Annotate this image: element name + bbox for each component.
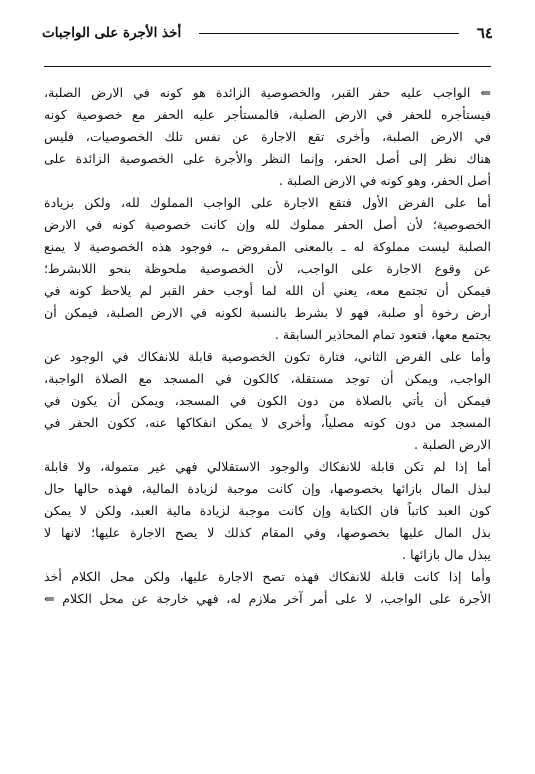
text-line: الأجرة على الواجب، لا على أمر آخر ملازم له، فهي خارجة عن محل الكلام ⇐ [44,591,491,606]
text-line: يجتمع معها، فتعود تمام المحاذير السابقة . [274,327,491,342]
body-text [44,82,491,748]
text-line: بذل المال عليها بخصوصها، وفي المقام كذلك لا يصح الاجارة عليها؛ لانها لا [44,525,491,540]
text-line: وأما على الفرض الثاني، فتارة تكون الخصوصية قابلة للانفكاك في الوجود عن [44,349,491,364]
text-line: كون العبد كاتباً فان الكتابة وإن كانت موجبة لزيادة مالية العبد، ولكن لا يمكن [44,503,491,518]
text-line: ⇐ الواجب عليه حفر القبر، والخصوصية الزائدة هو كونه في الارض الصلبة، [44,85,491,100]
page-number: ٦٤ [476,24,493,42]
text-line: فيمكن أن تجتمع معه، يعني أن الله لما أوجب حفر القبر لم يلاحظ كونه في [44,283,491,298]
text-line: الارض الصلبة . [414,437,491,452]
text-line: لبذل المال بازائها بخصوصها، وإن كانت موجبة لزيادة المالية، فهذه حالها حال [44,481,491,496]
text-line: أما إذا لم تكن قابلة للانفكاك والوجود الاستقلالي فهي غير متمولة، ولا قابلة [44,459,491,474]
text-line: وأما إذا كانت قابلة للانفكاك فهذه تصح الاجارة عليها، ولكن محل الكلام أخذ [44,569,491,584]
text-line: الواجب، ويمكن أن توجد مستقلة، كالكون في المسجد مع الصلاة الواجبة، [44,371,491,386]
header-divider [44,66,491,67]
page-header [42,22,493,44]
text-line: أصل الحفر، وهو كونه في الارض الصلبة . [278,173,491,188]
text-line: أما على الفرض الأول فتقع الاجارة على الواجب المملوك لله، ولكن بزيادة [44,195,491,210]
text-line: هناك نظر إلى أصل الحفر، وإنما النظر والأجرة على الخصوصية الزائدة على [44,151,491,166]
text-line: فيستأجره للحفر في الارض الصلبة، فالمستأجر عليه الحفر مع خصوصية كونه [44,107,491,122]
text-line: المسجد من دون كونه مصلياً، وأخرى لا يمكن انفكاكها عنه، ككون الحفر في [44,415,491,430]
text-line: الصلبة ليست مملوكة له ـ بالمعنى المفروض ـ، فوجود هذه الخصوصية لا يمنع [44,239,491,254]
running-title: أخذ الأجرة على الواجبات [42,25,182,41]
text-line: أرض رخوة أو صلبة، فهو لا بشرط بالنسبة لكونه في الارض الصلبة، فيمكن أن [44,305,491,320]
text-line: يبذل مال بازائها . [402,547,491,562]
header-rule [199,33,459,34]
text-line: عن وقوع الاجارة على الواجب، لأن الخصوصية ملحوظة بنحو اللابشرط؛ [44,261,491,276]
text-line: الخصوصية؛ لأن أصل الحفر مملوك لله وإن كانت خصوصية كونه في الارض [44,217,491,232]
text-line: فيمكن أن يأتي بالصلاة من دون الكون في المسجد، ويمكن أن يكون في [44,393,491,408]
text-line: في الارض الصلبة، وأخرى تقع الاجارة عن نفس تلك الخصوصيات، فليس [44,129,491,144]
